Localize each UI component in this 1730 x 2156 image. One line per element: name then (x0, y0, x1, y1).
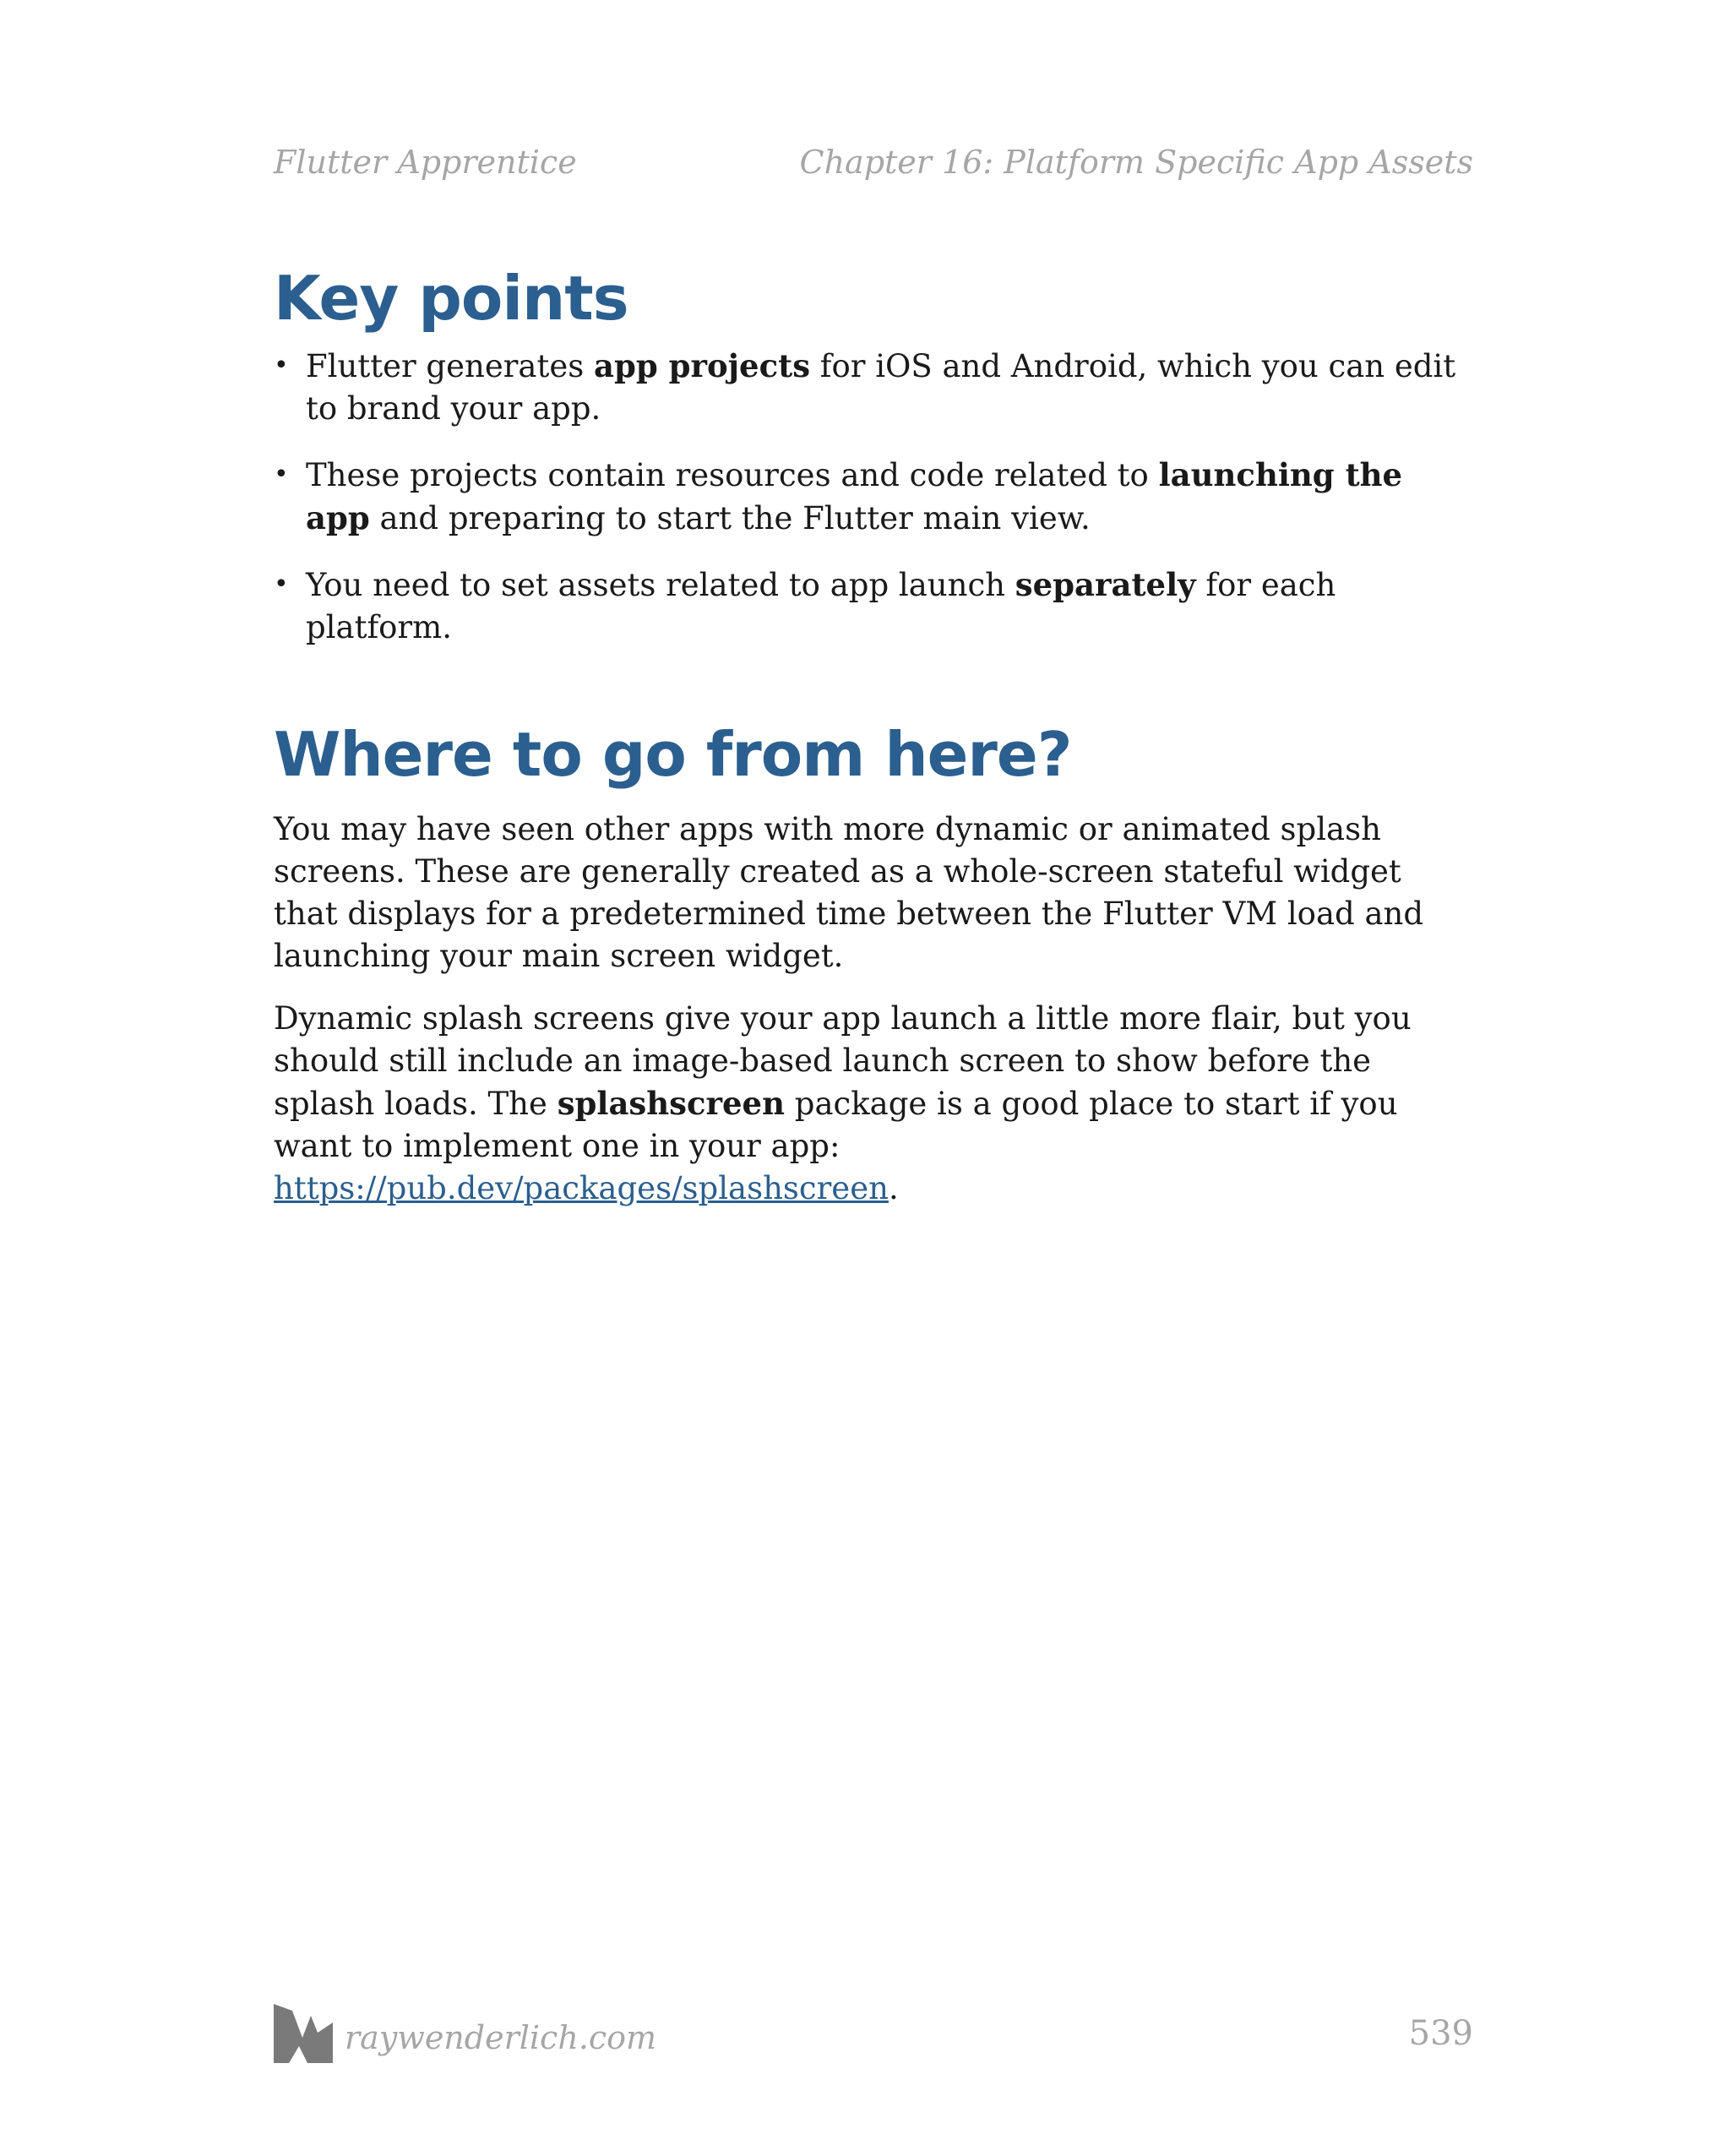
book-title: Flutter Apprentice (274, 144, 577, 181)
list-item: • These projects contain resources and code related to launching the app and preparing to start the Flutter main view. (274, 454, 1473, 540)
raywenderlich-logo-icon (274, 2004, 333, 2063)
list-item: • Flutter generates app projects for iOS and Android, which you can edit to brand your app. (274, 345, 1473, 430)
bullet-icon: • (274, 351, 289, 381)
page-number: 539 (1408, 2014, 1473, 2053)
paragraph-splash-package: Dynamic splash screens give your app launch a little more flair, but you should still include an image-based launch screen to show before the splash loads. The splashscreen package is a good place to start if you want to implement one in your app: https://pub.dev/packages/splashscreen. (274, 999, 1412, 1206)
chapter-title: Chapter 16: Platform Specific App Assets (799, 144, 1473, 181)
splashscreen-package-link[interactable]: https://pub.dev/packages/splashscreen (274, 1169, 889, 1206)
bullet-icon: • (274, 569, 289, 600)
paragraph-splash-intro: You may have seen other apps with more dynamic or animated splash screens. These are generally created as a whole-screen stateful widget that displays for a predetermined time between the Flutter VM load and launching your main screen widget. (274, 810, 1424, 974)
page-footer (274, 2004, 1473, 2063)
where-to-go-heading: Where to go from here? (274, 719, 1072, 791)
page-content (274, 253, 1473, 1230)
key-points-heading: Key points (274, 263, 628, 334)
list-item: • You need to set assets related to app launch separately for each platform. (274, 564, 1473, 649)
key-points-list (274, 345, 1473, 649)
page-header (274, 144, 1473, 186)
site-name: raywenderlich.com (345, 2019, 657, 2056)
bullet-icon: • (274, 460, 289, 490)
